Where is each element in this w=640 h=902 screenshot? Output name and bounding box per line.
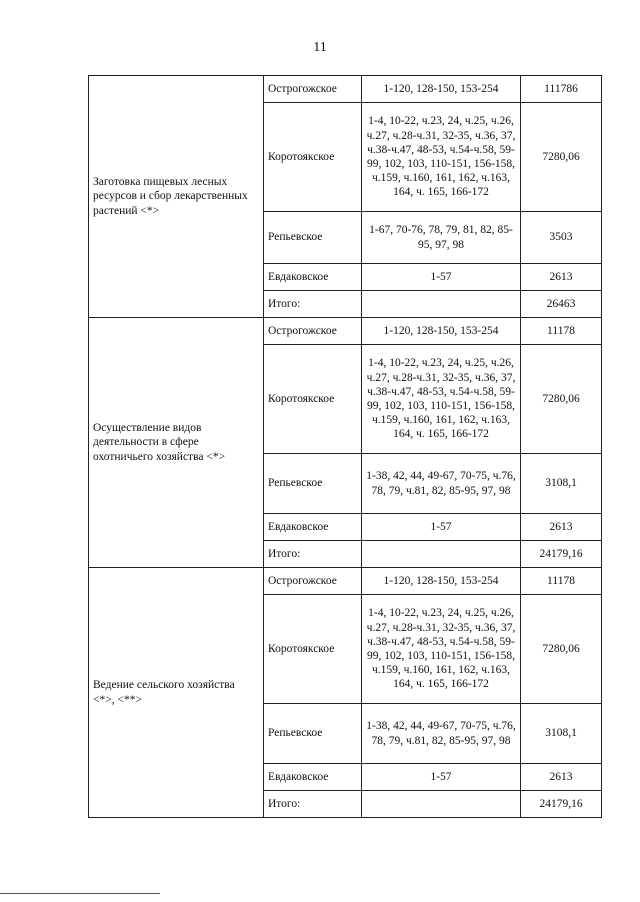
area-cell: 2613 [521, 514, 602, 541]
district-cell: Коротоякское [264, 103, 362, 212]
area-cell: 111786 [521, 76, 602, 103]
area-cell: 7280,06 [521, 103, 602, 212]
page-number: 11 [313, 40, 327, 55]
quarters-cell: 1-120, 128-150, 153-254 [362, 76, 521, 103]
area-cell: 2613 [521, 764, 602, 791]
quarters-cell: 1-57 [362, 514, 521, 541]
district-cell: Репьевское [264, 704, 362, 764]
quarters-cell: 1-57 [362, 764, 521, 791]
area-cell: 3503 [521, 212, 602, 264]
area-cell: 2613 [521, 264, 602, 291]
table-row [89, 568, 602, 595]
district-cell: Репьевское [264, 212, 362, 264]
area-cell: 7280,06 [521, 345, 602, 454]
area-cell: 11178 [521, 568, 602, 595]
quarters-cell: 1-57 [362, 264, 521, 291]
bottom-divider [0, 893, 160, 894]
district-cell: Коротоякское [264, 345, 362, 454]
table-row [89, 76, 602, 103]
district-cell: Евдаковское [264, 264, 362, 291]
empty-cell [362, 541, 521, 568]
quarters-cell: 1-67, 70-76, 78, 79, 81, 82, 85-95, 97, 98 [362, 212, 521, 264]
district-cell: Евдаковское [264, 514, 362, 541]
quarters-cell: 1-120, 128-150, 153-254 [362, 318, 521, 345]
district-cell: Репьевское [264, 454, 362, 514]
district-cell: Острогожское [264, 568, 362, 595]
activity-cell: Заготовка пищевых лесных ресурсов и сбор лекарственных растений <*> [89, 76, 264, 318]
quarters-cell: 1-120, 128-150, 153-254 [362, 568, 521, 595]
table-row [89, 318, 602, 345]
quarters-cell: 1-38, 42, 44, 49-67, 70-75, ч.76, 78, 79, ч.81, 82, 85-95, 97, 98 [362, 454, 521, 514]
total-label: Итого: [264, 791, 362, 818]
district-cell: Евдаковское [264, 764, 362, 791]
quarters-cell: 1-4, 10-22, ч.23, 24, ч.25, ч.26, ч.27, ч.28-ч.31, 32-35, ч.36, 37, ч.38-ч.47, 48-53, ч.54-ч.58, 59-99, 102, 103, 110-151, 156-158, ч.159, ч.160, 161, 162, ч.163, 164, ч. 165, 166-172 [362, 345, 521, 454]
total-label: Итого: [264, 541, 362, 568]
area-cell: 7280,06 [521, 595, 602, 704]
total-label: Итого: [264, 291, 362, 318]
area-cell: 3108,1 [521, 454, 602, 514]
district-cell: Коротоякское [264, 595, 362, 704]
forest-use-table [88, 75, 602, 818]
total-value: 24179,16 [521, 791, 602, 818]
quarters-cell: 1-4, 10-22, ч.23, 24, ч.25, ч.26, ч.27, ч.28-ч.31, 32-35, ч.36, 37, ч.38-ч.47, 48-53, ч.54-ч.58, 59-99, 102, 103, 110-151, 156-158, ч.159, ч.160, 161, 162, ч.163, 164, ч. 165, 166-172 [362, 103, 521, 212]
district-cell: Острогожское [264, 318, 362, 345]
activity-cell: Осуществление видов деятельности в сфере охотничьего хозяйства <*> [89, 318, 264, 568]
empty-cell [362, 291, 521, 318]
empty-cell [362, 791, 521, 818]
total-value: 24179,16 [521, 541, 602, 568]
activity-cell: Ведение сельского хозяйства <*>, <**> [89, 568, 264, 818]
total-value: 26463 [521, 291, 602, 318]
district-cell: Острогожское [264, 76, 362, 103]
quarters-cell: 1-4, 10-22, ч.23, 24, ч.25, ч.26, ч.27, ч.28-ч.31, 32-35, ч.36, 37, ч.38-ч.47, 48-53, ч.54-ч.58, 59-99, 102, 103, 110-151, 156-158, ч.159, ч.160, 161, 162, ч.163, 164, ч. 165, 166-172 [362, 595, 521, 704]
area-cell: 11178 [521, 318, 602, 345]
quarters-cell: 1-38, 42, 44, 49-67, 70-75, ч.76, 78, 79, ч.81, 82, 85-95, 97, 98 [362, 704, 521, 764]
area-cell: 3108,1 [521, 704, 602, 764]
